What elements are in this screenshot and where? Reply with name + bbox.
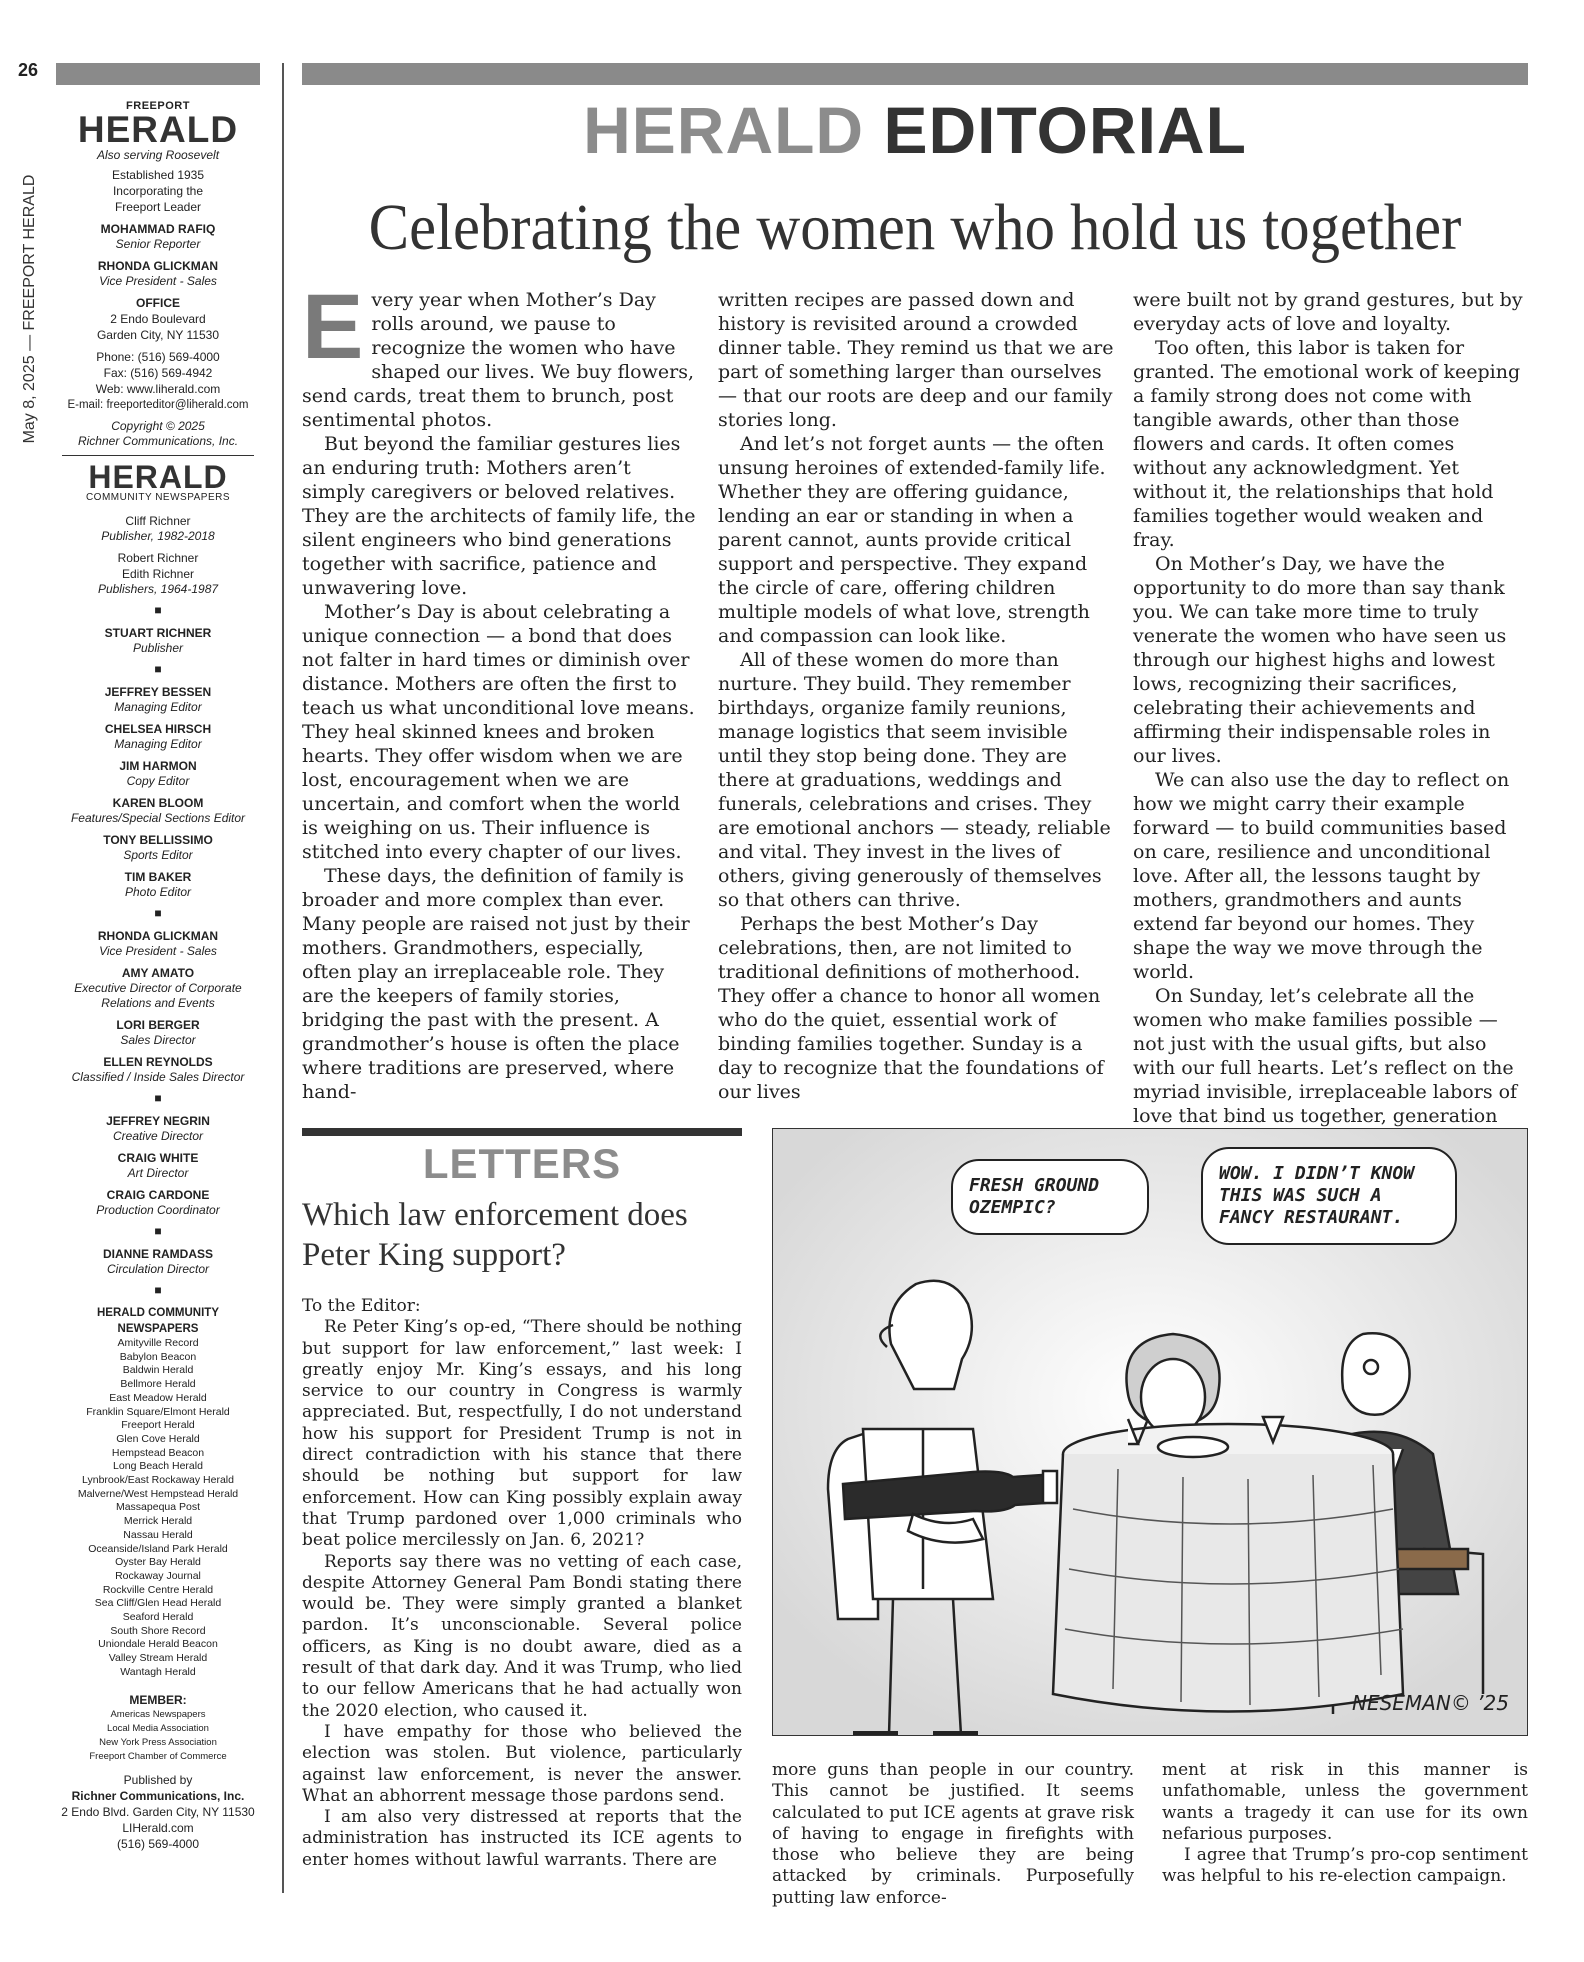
community-logo: HERALD [88,459,228,495]
publisher-phone: (516) 569-4000 [116,1836,200,1851]
square-divider: ■ [154,662,162,676]
paper-list-item: Rockville Centre Herald [102,1583,214,1596]
contact-fax: Fax: (516) 569-4942 [103,366,213,380]
contact-phone: Phone: (516) 569-4000 [96,350,220,364]
letters-column-3 [1162,1760,1528,1888]
column-divider [282,63,284,1893]
staff-name: ELLEN REYNOLDS [103,1055,213,1069]
staff-role: Features/Special Sections Editor [70,811,246,825]
editorial-paragraph: Too often, this labor is taken for granted. The emotional work of keeping a family strong does not come with tangible awards, other than those flowers and cards. It often comes without any acknowledgment. Yet without it, the relationships that hold families together would weaken and fray. [1133,337,1521,551]
paper-list-item: Seaford Herald [122,1611,194,1624]
square-divider: ■ [154,1091,162,1105]
letters-column-2 [772,1760,1134,1909]
staff-name: CRAIG WHITE [117,1151,199,1165]
paper-list-item: Babylon Beacon [119,1350,197,1363]
paper-list-item: Sea Cliff/Glen Head Herald [94,1597,222,1610]
paper-list-item: Uniondale Herald Beacon [98,1638,218,1651]
office-line: Garden City, NY 11530 [96,328,220,342]
paper-list-item: Baldwin Herald [122,1364,194,1377]
masthead-established: Established 1935 [111,168,205,182]
staff-role: Senior Reporter [115,237,201,251]
editorial-kicker [302,92,1528,168]
masthead-tagline: Also serving Roosevelt [96,148,220,162]
letters-salutation: To the Editor: [302,1296,421,1316]
letters-kicker: LETTERS [422,1140,622,1187]
editorial-paragraph: written recipes are passed down and history is revisited around a crowded dinner table. They remind us that we are part of something larger than ourselves — that our roots are deep and our family stories long. [718,289,1114,431]
letters-rule [302,1128,742,1136]
staff-role: Art Director [127,1166,189,1180]
masthead-rule [62,455,254,456]
community-logo-sub: COMMUNITY NEWSPAPERS [85,492,231,503]
top-rule-right [302,63,1528,85]
letters-paragraph: more guns than people in our country. This cannot be justified. It seems calculated to put ICE agents at grave risk of having to engage in firefights with those who believe they are being attacked by criminals. Purposefully putting law enforce- [772,1760,1134,1908]
letters-paragraph: I have empathy for those who believed the election was stolen. But violence, particularly against law enforcement, is never the answer. What an abhorrent message those pardons send. [302,1721,742,1806]
staff-name: MOHAMMAD RAFIQ [100,222,216,236]
drop-cap: E [302,276,364,378]
letters-column-1 [302,1296,742,1871]
publisher-web: LIHerald.com [122,1820,194,1835]
editorial-paragraph: very year when Mother’s Day rolls around, we pause to recognize the women who have shaped our lives. We buy flowers, send cards, treat them to brunch, post sentimental photos. [302,289,694,431]
staff-role: Production Coordinator [96,1203,220,1217]
staff-role: Vice President - Sales [99,944,217,958]
staff-name: TONY BELLISSIMO [103,833,213,847]
square-divider: ■ [154,906,162,920]
letters-paragraph: I am also very distressed at reports that the administration has instructed its ICE agents to enter homes without lawful warrants. There are [302,1807,742,1870]
staff-name: AMY AMATO [121,966,195,980]
publisher-address: 2 Endo Blvd. Garden City, NY 11530 [61,1804,255,1819]
letters-paragraph: Reports say there was no vetting of each case, despite Attorney General Pam Bondi stating there would be. They were simply granted a blanket pardon. It’s unconscionable. Several police officers, as King is no doubt aware, died as a result of that dark day. And it was Trump, who lied to our fellow Americans that he had actually won the 2020 election, who caused it. [302,1551,742,1721]
editorial-cartoon [772,1128,1528,1736]
paper-list-item: Malverne/West Hempstead Herald [77,1487,239,1500]
paper-list-item: Oceanside/Island Park Herald [88,1542,228,1555]
publisher-name: Edith Richner [121,567,195,581]
editorial-paragraph: On Sunday, let’s celebrate all the women who make families possible — not just with the usual gifts, but also with our full hearts. Let’s reflect on the myriad invisible, irreplaceable labors of love that bind us together, generation [1133,985,1518,1127]
staff-role: Classified / Inside Sales Director [71,1070,245,1084]
paper-list-item: Valley Stream Herald [108,1652,208,1665]
published-by: Published by [123,1772,193,1787]
publisher-name: Cliff Richner [125,514,191,528]
staff-name: CRAIG CARDONE [106,1188,210,1202]
staff-name: JEFFREY BESSEN [104,685,212,699]
publisher-name: Robert Richner [117,551,199,565]
masthead-leader: Freeport Leader [114,200,202,214]
member-list-item: Freeport Chamber of Commerce [89,1750,227,1762]
members-list [56,1708,260,1764]
kicker-editorial: EDITORIAL [883,93,1247,167]
editorial-paragraph: were built not by grand gestures, but by everyday acts of love and loyalty. [1133,289,1523,335]
editorial-paragraph: And let’s not forget aunts — the often unsung heroines of extended-family life. Whether they are offering guidance, lending an ear or standing in when a parent cannot, aunts provide critical support and perspective. They expand the circle of care, offering children multiple models of what love, strength and compassion can look like. [718,433,1106,647]
square-divider: ■ [154,1224,162,1238]
kicker-herald: HERALD [583,93,865,167]
staff-name: KAREN BLOOM [112,796,204,810]
papers-list [56,1337,260,1680]
paper-list-item: Rockaway Journal [115,1569,201,1582]
paper-list-item: Merrick Herald [123,1515,193,1528]
paper-list-item: Long Beach Herald [113,1460,203,1473]
editorial-paragraph: But beyond the familiar gestures lies an enduring truth: Mothers aren’t simply caregivers or beloved relatives. They are the architects of family life, the silent engineers who bind generations together with sacrifice, patience and unwavering love. [302,433,696,599]
speech-bubble-man: WOW. I DIDN’T KNOW THIS WAS SUCH A FANCY RESTAURANT. [1201,1147,1457,1245]
staff-role: Vice President - Sales [99,274,217,288]
editorial-headline: Celebrating the women who hold us together [368,191,1462,264]
editorial-paragraph: All of these women do more than nurture. They build. They remember birthdays, organize family reunions, manage logistics that seem invisible until they stop being done. They are there at graduations, weddings and funerals, celebrations and crises. They are emotional anchors — steady, reliable and vital. They invest in the lives of others, giving generously of themselves so that others can thrive. [718,649,1111,911]
paper-list-item: Freeport Herald [121,1419,195,1432]
square-divider: ■ [154,603,162,617]
editorial-paragraph: We can also use the day to reflect on how we might carry their example forward — to build communities based on care, resilience and unconditional love. After all, the lessons taught by mothers, grandmothers and aunts extend far beyond our homes. They shape the way we move through the world. [1133,769,1510,983]
staff-role: Copy Editor [126,774,190,788]
paper-list-item: Massapequa Post [115,1501,201,1514]
editorial-paragraph: Mother’s Day is about celebrating a unique connection — a bond that does not falter in hard times or diminish over distance. Mothers are often the first to teach us what unconditional love means. They heal skinned knees and broken hearts. They offer wisdom when we are lost, encouragement when we are uncertain, and comfort when the world is weighing on us. Their influence is stitched into every chapter of our lives. [302,601,695,863]
staff-name: TIM BAKER [124,870,192,884]
staff-name: JIM HARMON [119,759,197,773]
publisher-role: Publishers, 1964-1987 [97,582,219,596]
staff-role: Photo Editor [124,885,192,899]
publisher-company: Richner Communications, Inc. [71,1788,245,1803]
square-divider: ■ [154,1283,162,1297]
staff-role: Managing Editor [114,737,202,751]
paper-list-item: Bellmore Herald [120,1378,196,1391]
letters-headline: Which law enforcement does Peter King support? [302,1197,688,1273]
office-label: OFFICE [136,296,180,310]
copyright: Copyright © 2025 [111,419,205,433]
table [1053,1417,1403,1712]
paper-list-item: Lynbrook/East Rockaway Herald [82,1474,234,1487]
editorial-paragraph: On Mother’s Day, we have the opportunity to do more than say thank you. We can take more time to truly venerate the women who have seen us through our highest highs and lowest lows, recognizing their sacrifices, celebrating their achievements and affirming their indispensable roles in our lives. [1133,553,1507,767]
editorial-column-2 [718,288,1114,1104]
staff-name: STUART RICHNER [104,626,212,640]
paper-list-item: Amityville Record [117,1337,199,1349]
member-list-item: New York Press Association [99,1736,217,1748]
staff-role: Circulation Director [106,1262,210,1276]
masthead-top-label: FREEPORT [126,100,190,112]
paper-list-item: Glen Cove Herald [116,1432,200,1445]
paper-list-item: Hempstead Beacon [111,1446,205,1459]
papers-label: HERALD COMMUNITY NEWSPAPERS [96,1307,220,1335]
contact-email: E-mail: freeporteditor@liherald.com [67,399,249,411]
staff-name: LORI BERGER [116,1018,200,1032]
letters-paragraph: ment at risk in this manner is unfathomable, unless the government wants a tragedy it can use for its own nefarious purposes. [1162,1760,1528,1844]
staff-role: Creative Director [112,1129,204,1143]
dateline: May 8, 2025 — FREEPORT HERALD [21,174,38,444]
editorial-column-3 [1133,288,1529,1152]
member-label: MEMBER: [129,1692,187,1707]
publisher-role: Publisher, 1982-2018 [101,529,215,543]
paper-list-item: Franklin Square/Elmont Herald [86,1405,230,1418]
editorial-paragraph: Perhaps the best Mother’s Day celebrations, then, are not limited to traditional definitions of motherhood. They offer a chance to honor all women who do the quiet, essential work of binding families together. Sunday is a day to recognize that the foundations of our lives [718,913,1104,1103]
staff-name: RHONDA GLICKMAN [97,259,219,273]
masthead [56,100,260,1852]
masthead-incorporating: Incorporating the [112,184,204,198]
top-rule-left [56,63,260,85]
page-number: 26 [18,60,39,80]
staff-name: JEFFREY NEGRIN [106,1114,210,1128]
masthead-logo: HERALD [77,109,239,150]
copyright-holder: Richner Communications, Inc. [77,434,239,448]
cartoonist-signature: NESEMAN© ’25 [1352,1691,1509,1715]
speech-bubble-waiter: FRESH GROUND OZEMPIC? [951,1159,1149,1235]
staff-role: Sales Director [120,1033,196,1047]
office-line: 2 Endo Boulevard [110,312,206,326]
staff-name: DIANNE RAMDASS [102,1247,213,1261]
letters-paragraph: Re Peter King’s op-ed, “There should be nothing but support for law enforcement,” last week: I greatly enjoy Mr. King’s essays, and his long service to our country in Congress is warmly appreciated. But, respectfully, I do not understand how his support for President Trump is not in direct contradiction with his stance that there should be nothing but support for law enforcement. How can King possibly explain away that Trump pardoned over 1,000 criminals who beat police mercilessly on Jan. 6, 2021? [302,1317,742,1551]
letters-paragraph: I agree that Trump’s pro-cop sentiment was helpful to his re-election campaign. [1162,1845,1528,1887]
editorial-column-1 [302,276,698,1104]
contact-web: Web: www.liherald.com [95,382,221,396]
staff-role: Managing Editor [114,700,202,714]
staff-role: Sports Editor [123,848,193,862]
member-list-item: Local Media Association [107,1722,209,1734]
member-list-item: Americas Newspapers [110,1708,206,1720]
staff-name: CHELSEA HIRSCH [104,722,212,736]
staff-role: Executive Director of Corporate Relations and Events [74,981,242,1010]
paper-list-item: South Shore Record [110,1624,206,1637]
paper-list-item: Oyster Bay Herald [115,1556,201,1569]
staff-role: Publisher [132,641,184,655]
paper-list-item: Nassau Herald [123,1528,193,1541]
editorial-paragraph: These days, the definition of family is broader and more complex than ever. Many people are raised not just by their mothers. Grandmothers, especially, often play an irreplaceable role. They are the keepers of family stories, bridging the past with the present. A grandmother’s house is often the place where traditions are preserved, where hand- [302,865,690,1103]
staff-name: RHONDA GLICKMAN [97,929,219,943]
paper-list-item: East Meadow Herald [109,1391,207,1404]
paper-list-item: Wantagh Herald [120,1665,196,1678]
